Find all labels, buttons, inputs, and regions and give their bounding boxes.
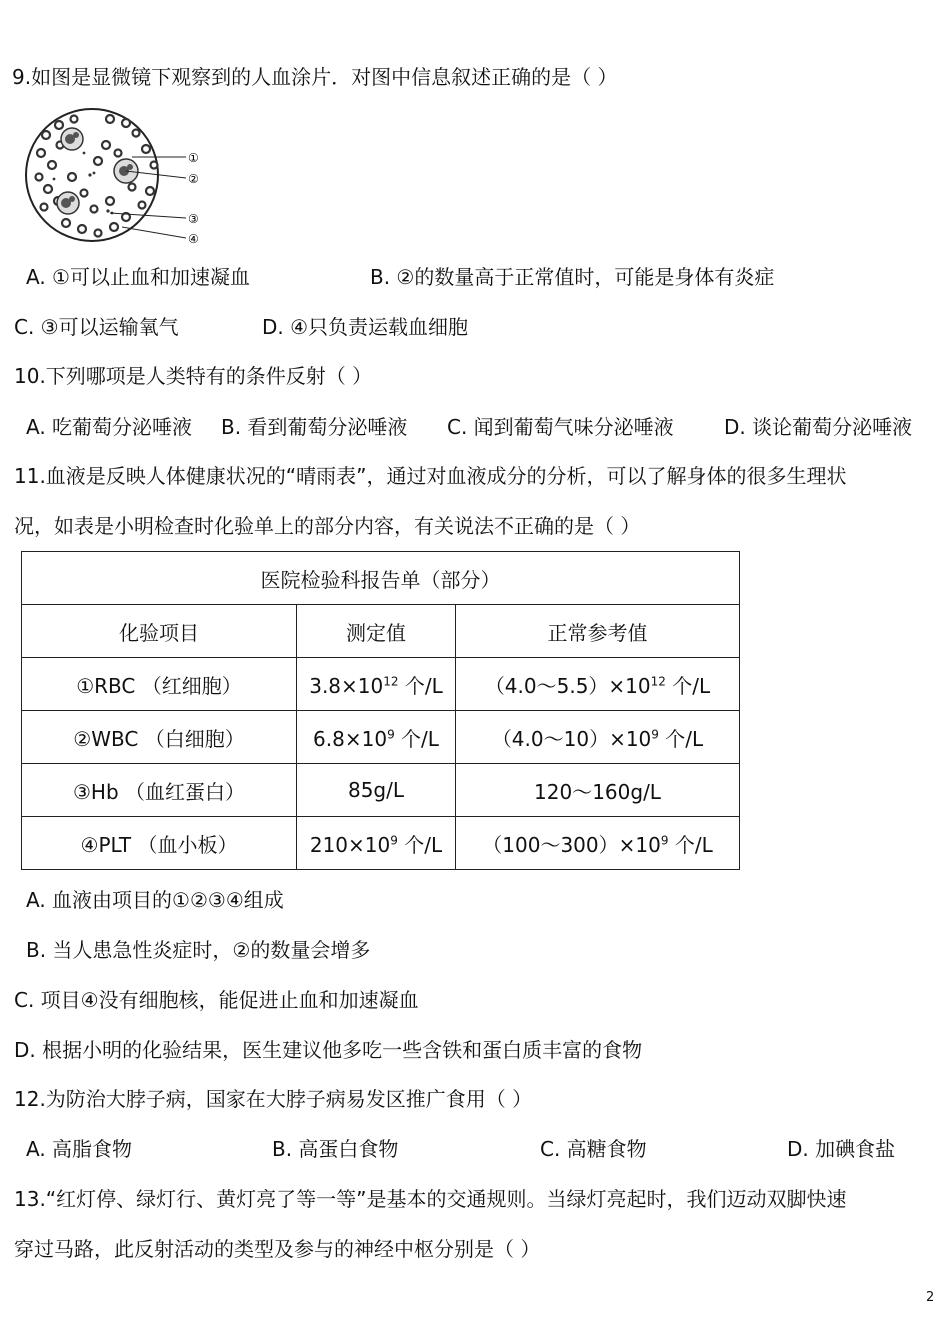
cell-item: ④PLT （血小板） [22,817,297,870]
cell-reference: 120～160g/L [456,764,740,817]
cell-item: ②WBC （白细胞） [22,711,297,764]
q11-stem-line2: 况，如表是小明检查时化验单上的部分内容，有关说法不正确的是（ ） [14,514,641,538]
header-reference: 正常参考值 [456,605,740,658]
q10-option-d[interactable]: D. 谈论葡萄分泌唾液 [724,415,913,439]
q13-stem-line1: 13.“红灯停、绿灯行、黄灯亮了等一等”是基本的交通规则。当绿灯亮起时，我们迈动双脚快速 [14,1187,847,1211]
q12-option-a[interactable]: A. 高脂食物 [26,1137,133,1161]
q12-stem: 12.为防治大脖子病，国家在大脖子病易发区推广食用（ ） [14,1087,533,1111]
blood-smear-figure [14,105,214,250]
fig-label-3: ③ [188,212,199,226]
q11-option-c[interactable]: C. 项目④没有细胞核，能促进止血和加速凝血 [14,988,419,1012]
fig-label-2: ② [188,172,199,186]
q9-option-a[interactable]: A. ①可以止血和加速凝血 [26,265,250,289]
lab-report-table [21,551,740,870]
cell-value: $6.8\times 10^9$ 个/L [297,711,456,764]
q9-option-b[interactable]: B. ②的数量高于正常值时，可能是身体有炎症 [370,265,775,289]
q9-option-d[interactable]: D. ④只负责运载血细胞 [262,315,469,339]
table-header-row [22,605,740,658]
q13-stem-line2: 穿过马路，此反射活动的类型及参与的神经中枢分别是（ ） [14,1237,541,1261]
fig-label-4: ④ [188,232,199,246]
cell-value: $210\times 10^9$ 个/L [297,817,456,870]
cell-reference: $(4.0\sim 10)\times 10^9$ 个/L [456,711,740,764]
q10-option-c[interactable]: C. 闻到葡萄气味分泌唾液 [447,415,674,439]
q11-stem-line1: 11.血液是反映人体健康状况的“晴雨表”，通过对血液成分的分析，可以了解身体的很多生理状 [14,464,847,488]
q10-option-a[interactable]: A. 吃葡萄分泌唾液 [26,415,193,439]
q9-option-c[interactable]: C. ③可以运输氧气 [14,315,179,339]
table-row [22,817,740,870]
cell-value: 85g/L [297,764,456,817]
cell-item: ①RBC （红细胞） [22,658,297,711]
q12-option-d[interactable]: D. 加碘食盐 [787,1137,896,1161]
q9-stem: 9.如图是显微镜下观察到的人血涂片．对图中信息叙述正确的是（ ） [12,65,618,89]
q11-option-a[interactable]: A. 血液由项目的①②③④组成 [26,888,284,912]
table-row [22,711,740,764]
q11-option-b[interactable]: B. 当人患急性炎症时，②的数量会增多 [26,938,371,962]
q10-option-b[interactable]: B. 看到葡萄分泌唾液 [221,415,408,439]
header-item: 化验项目 [22,605,297,658]
table-title: 医院检验科报告单（部分） [22,552,740,605]
cell-value: $3.8\times 10^{12}$ 个/L [297,658,456,711]
cell-item: ③Hb （血红蛋白） [22,764,297,817]
fig-label-1: ① [188,151,199,165]
page-number: 2 [926,1290,935,1305]
table-title-row [22,552,740,605]
cell-reference: $(4.0\sim 5.5)\times 10^{12}$ 个/L [456,658,740,711]
table-row [22,764,740,817]
q12-option-c[interactable]: C. 高糖食物 [540,1137,647,1161]
q10-stem: 10.下列哪项是人类特有的条件反射（ ） [14,364,373,388]
header-value: 测定值 [297,605,456,658]
q12-option-b[interactable]: B. 高蛋白食物 [272,1137,399,1161]
q11-option-d[interactable]: D. 根据小明的化验结果，医生建议他多吃一些含铁和蛋白质丰富的食物 [14,1038,643,1062]
cell-reference: $(100\sim 300)\times 10^9$ 个/L [456,817,740,870]
table-row [22,658,740,711]
